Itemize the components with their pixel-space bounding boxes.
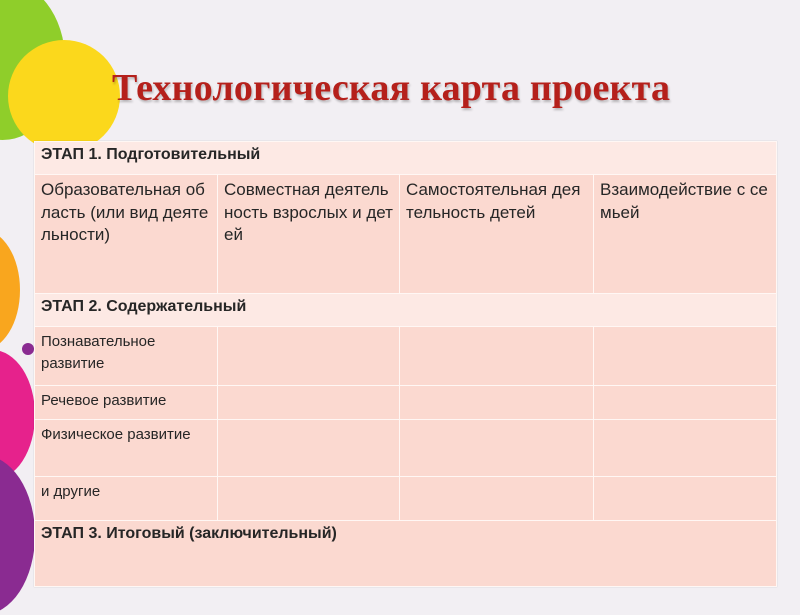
table-row bbox=[35, 386, 777, 420]
orange-circle-decoration bbox=[0, 230, 20, 350]
header-cell: Взаимодействие с семьей bbox=[594, 175, 777, 294]
empty-cell bbox=[594, 420, 777, 477]
stage-2-label: ЭТАП 2. Содержательный bbox=[35, 294, 777, 327]
row-label: Познавательное развитие bbox=[35, 327, 218, 386]
empty-cell bbox=[594, 386, 777, 420]
header-cell: Образовательная область (или вид деятельности) bbox=[35, 175, 218, 294]
header-cell: Самостоятельная деятельность детей bbox=[400, 175, 594, 294]
header-row bbox=[35, 175, 777, 294]
purple-circle-decoration bbox=[0, 455, 35, 615]
stage-3-row bbox=[35, 521, 777, 587]
purple-dot-decoration bbox=[22, 343, 34, 355]
stage-2-row bbox=[35, 294, 777, 327]
empty-cell bbox=[218, 386, 400, 420]
empty-cell bbox=[400, 386, 594, 420]
table-row bbox=[35, 327, 777, 386]
empty-cell bbox=[218, 420, 400, 477]
stage-1-label: ЭТАП 1. Подготовительный bbox=[35, 142, 777, 175]
row-label: и другие bbox=[35, 477, 218, 521]
yellow-circle-decoration bbox=[8, 40, 120, 152]
stage-1-row bbox=[35, 142, 777, 175]
row-label: Физическое развитие bbox=[35, 420, 218, 477]
magenta-circle-decoration bbox=[0, 350, 35, 480]
empty-cell bbox=[594, 327, 777, 386]
empty-cell bbox=[594, 477, 777, 521]
row-label: Речевое развитие bbox=[35, 386, 218, 420]
header-cell: Совместная деятельность взрослых и детей bbox=[218, 175, 400, 294]
empty-cell bbox=[400, 477, 594, 521]
empty-cell bbox=[400, 420, 594, 477]
project-plan-table bbox=[34, 141, 777, 587]
stage-3-label: ЭТАП 3. Итоговый (заключительный) bbox=[35, 521, 777, 587]
empty-cell bbox=[218, 477, 400, 521]
table-row bbox=[35, 477, 777, 521]
slide-title: Технологическая карта проекта bbox=[112, 67, 671, 109]
empty-cell bbox=[400, 327, 594, 386]
empty-cell bbox=[218, 327, 400, 386]
table-row bbox=[35, 420, 777, 477]
